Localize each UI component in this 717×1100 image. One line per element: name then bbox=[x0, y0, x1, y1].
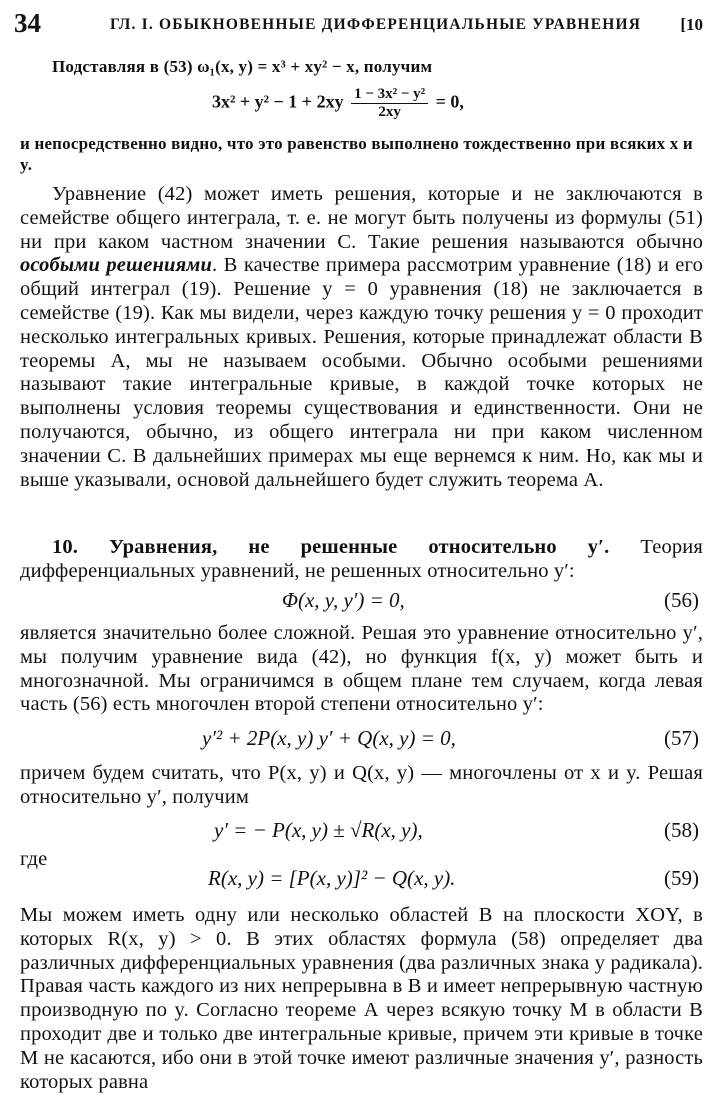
section-title: 10. Уравнения, не решенные относительно y′. bbox=[52, 536, 610, 558]
intro-after-text: и непосредственно видно, что это равенство выполнено тождественно при всяких x и y. bbox=[20, 134, 693, 174]
equation-fraction bbox=[351, 86, 428, 121]
equation-56 bbox=[0, 588, 717, 618]
para1-emphasis: особыми решениями bbox=[20, 254, 213, 277]
fraction-numerator: 1 − 3x² − y² bbox=[351, 86, 428, 104]
page-header bbox=[14, 8, 705, 42]
paragraph-4 bbox=[20, 904, 703, 1094]
equation-57-number: (57) bbox=[664, 726, 699, 750]
equation-58-body: y′ = − P(x, y) ± √R(x, y), bbox=[214, 818, 423, 842]
equation-57-body: y′² + 2P(x, y) y′ + Q(x, y) = 0, bbox=[202, 726, 456, 750]
equation-57 bbox=[0, 726, 717, 756]
equation-58-number: (58) bbox=[664, 818, 699, 842]
section-marker: [10 bbox=[680, 15, 703, 34]
page-number: 34 bbox=[14, 8, 41, 38]
para1-text-b: . В качестве примера рассмотрим уравнение (18) и его общий интеграл (19). Решение y = 0 уравнения (18) не заключается в семействе (19). Как мы видели, через каждую точку решения y = 0 проходит несколько интегральных кривых. Решения, которые принадлежат области B теоремы А, мы не называем особыми. Обычно особыми решениями называют такие интегральные кривые, в каждой точке которых не выполнены условия теоремы существования и единственности. Они не получаются, обычно, из общего интеграла ни при каком численном значении C. В дальнейших примерах мы еще вернемся к ним. Но, как мы и выше указывали, основой дальнейшего будет служить теорема А. bbox=[20, 254, 703, 491]
para1-text-a: Уравнение (42) может иметь решения, которые и не заключаются в семействе общего интеграла, т. е. не могут быть получены из формулы (51) ни при каком частном значении C. Такие решения называются обычно bbox=[20, 183, 703, 253]
equation-right: = 0, bbox=[435, 91, 464, 112]
paragraph-singular-solutions bbox=[20, 183, 703, 492]
para2-text: является значительно более сложной. Решая это уравнение относительно y′, мы получим уравнение вида (42), но функция f(x, y) может быть и многозначной. Мы ограничимся в общем плане тем случаем, когда левая часть (56) есть многочлен второй степени относительно y′: bbox=[20, 622, 703, 716]
where-word: где bbox=[20, 848, 48, 870]
intro-after bbox=[20, 133, 703, 175]
paragraph-2 bbox=[20, 622, 703, 717]
equation-59-body: R(x, y) = [P(x, y)]² − Q(x, y). bbox=[208, 866, 456, 890]
intro-text: Подставляя в (53) ω₁(x, y) = x³ + xy² − x, получим bbox=[52, 57, 433, 76]
intro-line bbox=[20, 56, 703, 77]
para3-text: причем будем считать, что P(x, y) и Q(x, y) — многочлены от x и y. Решая относительно y′, получим bbox=[20, 762, 703, 808]
equation-59 bbox=[0, 866, 717, 896]
para4-text: Мы можем иметь одну или несколько областей B на плоскости XOY, в которых R(x, y) > 0. В этих областях формула (58) определяет два различных дифференциальных уравнения (два различных знака у радикала). Правая часть каждого из них непрерывна в B и имеет непрерывную частную производную по y. Согласно теореме А через всякую точку M в области B проходит две и только две интегральные кривые, причем эти кривые в точке M не касаются, ибо они в этой точке имеют различные значения y′, разность которых равна bbox=[20, 904, 703, 1093]
section-10 bbox=[20, 536, 703, 584]
fraction-denominator: 2xy bbox=[378, 104, 401, 120]
equation-56-body: Φ(x, y, y′) = 0, bbox=[282, 588, 405, 612]
paragraph-3 bbox=[20, 762, 703, 810]
running-head: ГЛ. I. ОБЫКНОВЕННЫЕ ДИФФЕРЕНЦИАЛЬНЫЕ УРАВНЕНИЯ bbox=[110, 16, 642, 33]
section-intro-text: Теория дифференциальных уравнений, не решенных относительно y′: bbox=[20, 536, 704, 582]
intro-equation bbox=[0, 76, 717, 122]
equation-59-number: (59) bbox=[664, 866, 699, 890]
equation-58 bbox=[0, 818, 717, 848]
equation-56-number: (56) bbox=[664, 588, 699, 612]
equation-left: 3x² + y² − 1 + 2xy bbox=[212, 91, 344, 112]
